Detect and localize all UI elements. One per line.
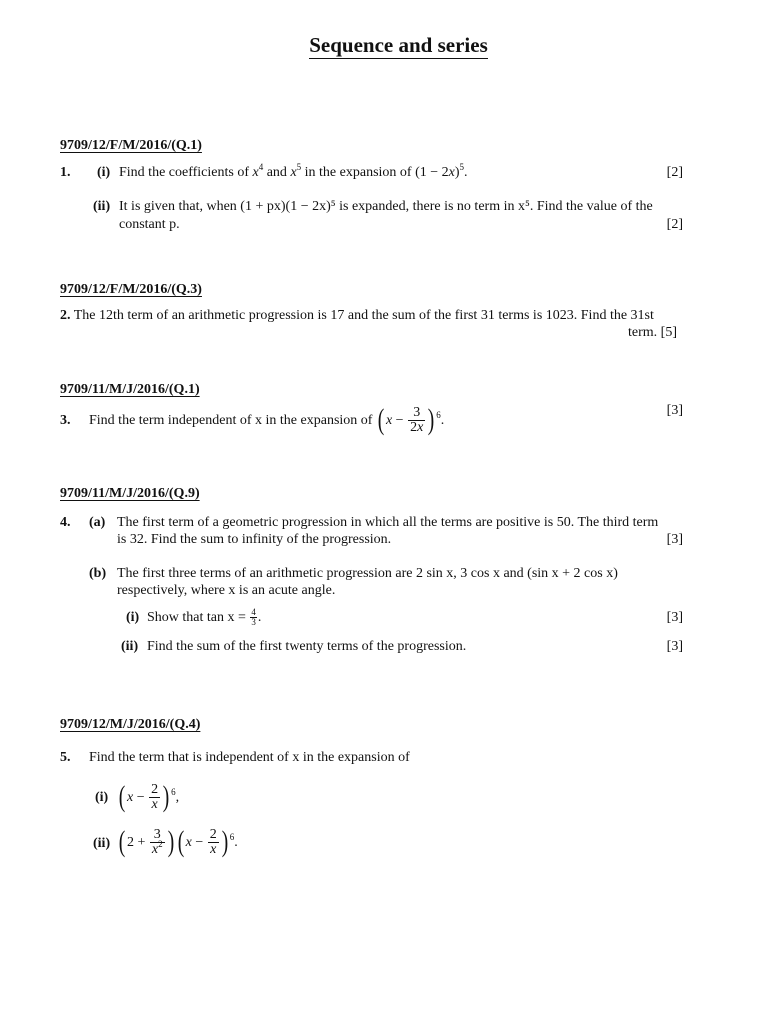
marks: [3] <box>666 403 683 418</box>
part-label: (b) <box>89 566 107 581</box>
marks: [3] <box>666 639 683 654</box>
question-text: constant p. <box>119 217 180 232</box>
question-number: 3. <box>60 413 71 428</box>
marks: [3] <box>666 610 683 625</box>
question-text: Find the term independent of x in the expansion of ( x − $\frac{3}{2x}$ ) 6 . <box>89 403 445 436</box>
marks: [3] <box>666 532 683 547</box>
question-text: 2. The 12th term of an arithmetic progression is 17 and the sum of the first 31 terms is 1023. Find the 31st <box>60 308 654 323</box>
part-label: (i) <box>126 610 140 625</box>
question-reference: 9709/12/F/M/2016/(Q.1) <box>60 138 202 153</box>
question-text: Find the sum of the first twenty terms of the progression. <box>147 639 467 654</box>
part-label: (ii) <box>93 199 111 214</box>
question-text: Find the coefficients of $x^4$ and $x^5$ in the expansion of $(1 - 2x)^5$. <box>119 162 468 180</box>
question-text: Find the term that is independent of x in the expansion of <box>89 750 410 765</box>
part-label: (ii) <box>121 639 139 654</box>
marks: [2] <box>666 165 683 180</box>
math-expression: ( x − $\frac{3}{2x}$ ) 6 . <box>377 403 445 436</box>
question-text: term. [5] <box>628 325 677 340</box>
marks: [2] <box>666 217 683 232</box>
question-number: 1. <box>60 165 71 180</box>
question-text: The first three terms of an arithmetic progression are 2 sin x, 3 cos x and (sin x + 2 cos x) <box>117 566 618 581</box>
question-reference: 9709/11/M/J/2016/(Q.1) <box>60 382 200 397</box>
question-text: is 32. Find the sum to infinity of the progression. <box>117 532 392 547</box>
question-reference: 9709/12/F/M/2016/(Q.3) <box>60 282 202 297</box>
part-label: (ii) <box>93 836 111 851</box>
question-text: respectively, where x is an acute angle. <box>117 583 336 598</box>
part-label: (i) <box>95 790 109 805</box>
math-expression: ( x − $\frac{2}{x}$ ) 6 , <box>118 780 180 813</box>
question-text: Show that tan x = $\frac{4}{3}$ . <box>147 606 262 627</box>
question-number: 4. <box>60 515 71 530</box>
question-reference: 9709/12/M/J/2016/(Q.4) <box>60 717 201 732</box>
question-text: It is given that, when (1 + px)(1 − 2x)⁵ is expanded, there is no term in x⁵. Find the value of the <box>119 199 653 214</box>
part-label: (i) <box>97 165 111 180</box>
question-reference: 9709/11/M/J/2016/(Q.9) <box>60 486 200 501</box>
question-text: The first term of a geometric progression in which all the terms are positive is 50. The third term <box>117 515 659 530</box>
math-expression: ( 2 + $\frac{3}{x^2}$ ) ( x − $\frac{2}{x}$ ) 6 . <box>118 825 238 858</box>
page-title: Sequence and series <box>309 33 488 57</box>
part-label: (a) <box>89 515 106 530</box>
question-number: 5. <box>60 750 71 765</box>
